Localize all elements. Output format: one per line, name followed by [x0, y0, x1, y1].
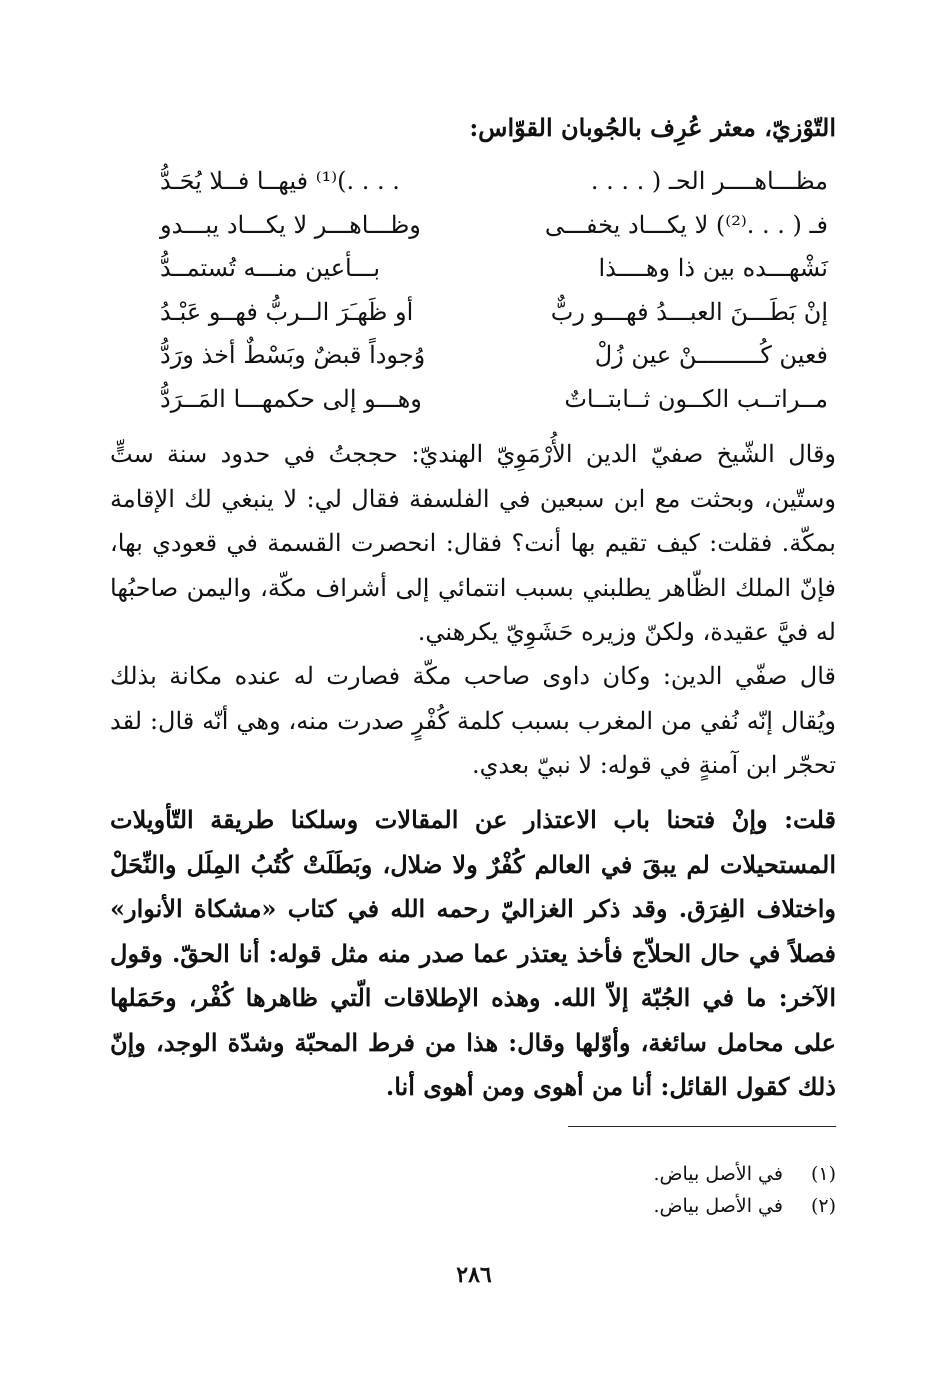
footnote	[300, 1158, 836, 1190]
footnotes	[300, 1158, 836, 1222]
poem	[160, 160, 828, 421]
poem-verse	[160, 378, 828, 422]
poem-verse	[160, 247, 828, 291]
paragraph-safi-al-din: قال صفّي الدين: وكان داوى صاحب مكّة فصارت له عنده مكانة بذلك ويُقال إنّه نُفي من المغرب بسبب كلمة كُفْرٍ صدرت منه، وهي أنّه قال: لقد تحجّر ابن آمنةٍ في قوله: لا نبيّ بعدي.	[110, 662, 836, 779]
verse-second-hemistich: أو ظَهـَرَ الــربُّ فهــو عَبْـدُ	[160, 297, 414, 326]
paragraph-commentary: قلت: وإنْ فتحنا باب الاعتذار عن المقالات وسلكنا طريقة التّأويلات المستحيلات لم يبقَ في العالم كُفْرٌ ولا ضلال، وبَطَلَتْ كُتُبُ المِلَل والنِّحَلْ واختلاف الفِرَق. وقد ذكر الغزاليّ رحمه الله في كتاب «مشكاة الأنوار» فصلاً في حال الحلاّج فأخذ يعتذر عما صدر منه مثل قوله: أنا الحقّ. وقول الآخر: ما في الجُبّة إلاّ الله. وهذه الإطلاقات الّتي ظاهرها كُفْر، وحَمَلها على محامل سائغة، وأوّلها وقال: هذا من فرط المحبّة وشدّة الوجد، وإنّ ذلك كقول القائل: أنا من أهوى ومن أهوى أنا.	[110, 805, 836, 1101]
poem-verse	[160, 160, 828, 204]
paragraph-armawi: وقال الشّيخ صفيّ الدين الأُرْمَوِيّ الهنديّ: حججتُ في حدود سنة ستٍّ وستّين، وبحثت مع ابن سبعين في الفلسفة فقال لي: لا ينبغي لك الإقامة بمكّة. فقلت: كيف تقيم بها أنت؟ فقال: انحصرت القسمة في قعودي بها، فإنّ الملك الظّاهر يطلبني بسبب انتمائي إلى أشراف مكّة، واليمن صاحبُها له فيَّ عقيدة، ولكنّ وزيره حَشَوِيّ يكرهني.	[110, 440, 836, 646]
page-number: ٢٨٦	[456, 1262, 492, 1288]
footnote-number: (٢)	[810, 1195, 836, 1217]
verse-second-hemistich: وُجوداً قبضٌ وبَسْطٌ أخذ ورَدُّ	[160, 341, 426, 369]
verse-first-hemistich: نَشْهـــده بين ذا وهــــذا	[598, 254, 828, 282]
verse-second-hemistich: وهـــو إلى حكمهـــا المَــرَدُّ	[160, 384, 422, 413]
verse-second-hemistich: بـــأعين منـــه تُستمــدُّ	[160, 254, 381, 282]
verse-first-hemistich: إنْ بَطَـــنَ العبـــدُ فهـــو ربٌّ	[550, 297, 828, 326]
poem-verse	[160, 291, 828, 335]
verse-first-hemistich: فـ ( . . .⁽²⁾) لا يكـــاد يخفـــى	[544, 210, 828, 239]
footnote-separator	[568, 1126, 836, 1127]
footnote-number: (١)	[810, 1163, 836, 1185]
poem-verse	[160, 334, 828, 378]
footnote	[300, 1190, 836, 1222]
intro-line: التّوْزيّ، معثر عُرِف بالجُوبان القوّاس:	[469, 113, 836, 142]
verse-first-hemistich: فعين كُـــــــــنْ عين زُلْ	[594, 341, 828, 369]
footnote-text: في الأصل بياض.	[653, 1163, 783, 1185]
verse-second-hemistich: وظـــاهـــر لا يكـــاد يبـــدو	[160, 210, 421, 239]
footnote-text: في الأصل بياض.	[653, 1195, 783, 1217]
verse-first-hemistich: مظـــاهــــر الحـ ( . . . .	[590, 167, 828, 195]
verse-second-hemistich: . . . .)⁽¹⁾ فيهــا فــلا يُحَـدُّ	[160, 167, 400, 195]
poem-verse	[160, 204, 828, 248]
verse-first-hemistich: مــراتــب الكــون ثــابتــاتٌ	[564, 384, 828, 413]
